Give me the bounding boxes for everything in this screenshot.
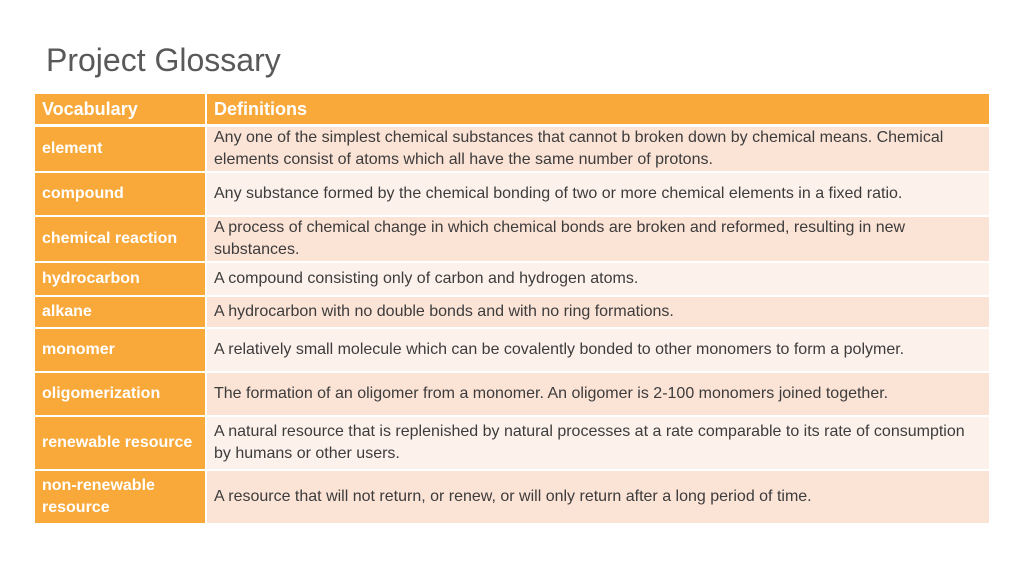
definition-cell: The formation of an oligomer from a monomer. An oligomer is 2-100 monomers joined together. <box>205 373 989 417</box>
table-row <box>35 329 989 373</box>
term-cell: renewable resource <box>35 417 205 471</box>
definition-cell: A hydrocarbon with no double bonds and with no ring formations. <box>205 297 989 329</box>
table-row <box>35 263 989 297</box>
term-cell: non-renewable resource <box>35 471 205 525</box>
definition-cell: A relatively small molecule which can be covalently bonded to other monomers to form a polymer. <box>205 329 989 373</box>
slide-title: Project Glossary <box>46 42 281 78</box>
header-row <box>35 94 989 127</box>
table-row <box>35 471 989 525</box>
table-row <box>35 173 989 217</box>
term-cell: hydrocarbon <box>35 263 205 297</box>
definition-cell: A process of chemical change in which chemical bonds are broken and reformed, resulting in new substances. <box>205 217 989 263</box>
term-cell: alkane <box>35 297 205 329</box>
table-row <box>35 417 989 471</box>
term-cell: oligomerization <box>35 373 205 417</box>
definition-cell: Any one of the simplest chemical substances that cannot b broken down by chemical means. Chemical elements consist of atoms which all have the same number of protons. <box>205 127 989 173</box>
header-definitions: Definitions <box>205 94 989 127</box>
table-row <box>35 297 989 329</box>
table-row <box>35 127 989 173</box>
term-cell: monomer <box>35 329 205 373</box>
header-vocabulary: Vocabulary <box>35 94 205 127</box>
glossary-table <box>35 94 989 525</box>
definition-cell: Any substance formed by the chemical bonding of two or more chemical elements in a fixed ratio. <box>205 173 989 217</box>
term-cell: element <box>35 127 205 173</box>
definition-cell: A compound consisting only of carbon and hydrogen atoms. <box>205 263 989 297</box>
term-cell: chemical reaction <box>35 217 205 263</box>
table-row <box>35 217 989 263</box>
table-row <box>35 373 989 417</box>
definition-cell: A natural resource that is replenished by natural processes at a rate comparable to its rate of consumption by humans or other users. <box>205 417 989 471</box>
term-cell: compound <box>35 173 205 217</box>
definition-cell: A resource that will not return, or renew, or will only return after a long period of time. <box>205 471 989 525</box>
